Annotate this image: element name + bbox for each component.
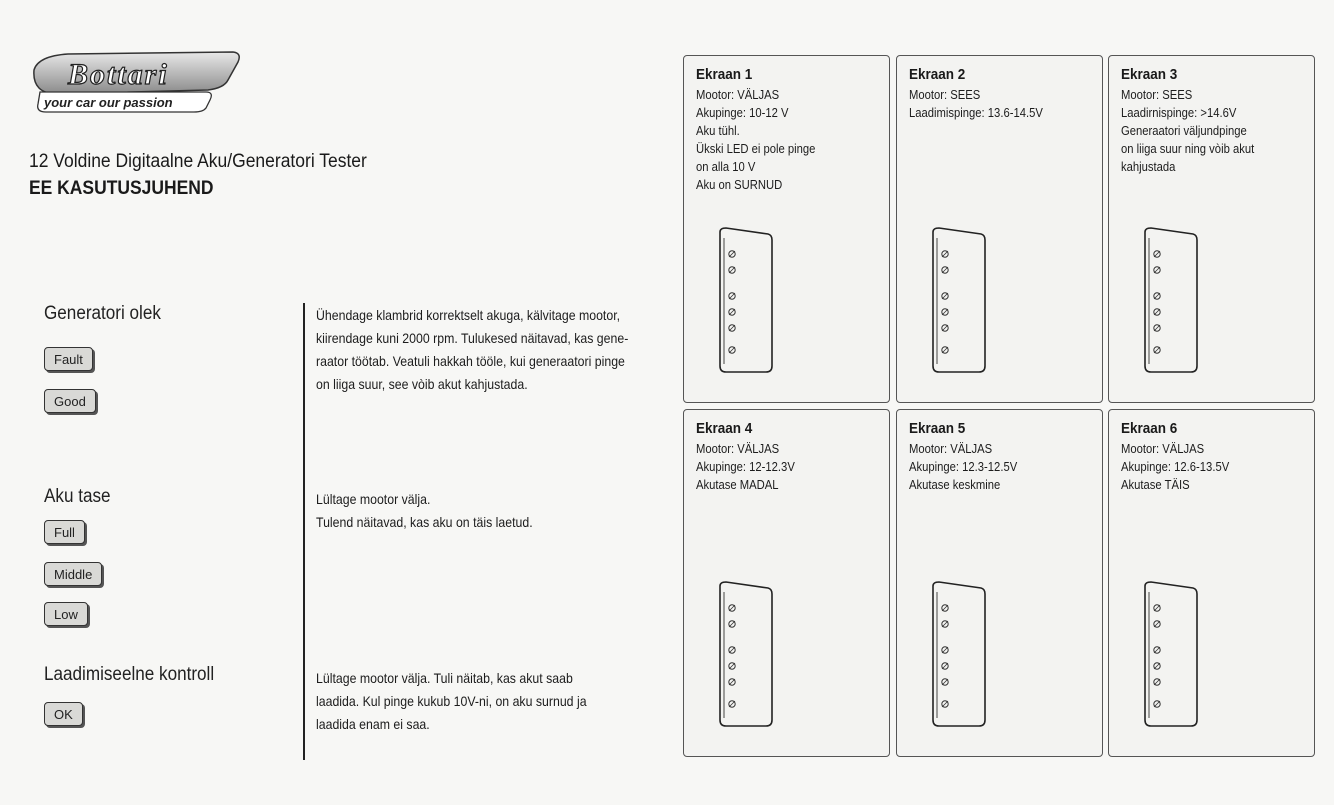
screen-line: Mootor: VÄLJAS: [696, 88, 780, 102]
screen-line: kahjustada: [1121, 160, 1176, 174]
logo-tagline: your car our passion: [44, 95, 173, 110]
battery-level-description: [316, 488, 533, 534]
screen-line: Mootor: SEES: [1121, 88, 1193, 102]
screen-title: Ekraan 5: [909, 420, 966, 437]
screen-line: on alla 10 V: [696, 160, 756, 174]
screen-text: [909, 440, 1094, 494]
heading-generator-status: Generatori olek: [44, 303, 161, 324]
fault-button[interactable]: Fault: [44, 347, 93, 371]
description-line: on liiga suur, see vòib akut kahjustada.: [316, 376, 528, 392]
good-button[interactable]: Good: [44, 389, 96, 413]
heading-battery-level: Aku tase: [44, 486, 111, 507]
tester-device-icon: [1139, 580, 1201, 730]
description-line: laadida. Kul pinge kukub 10V-ni, on aku surnud ja: [316, 693, 587, 709]
screen-line: Akutase keskmine: [909, 478, 1001, 492]
screen-line: Laadimispinge: 13.6-14.5V: [909, 106, 1043, 120]
device-outline: [714, 226, 776, 376]
document-title: 12 Voldine Digitaalne Aku/Generatori Tester: [29, 151, 367, 172]
screen-title: Ekraan 4: [696, 420, 753, 437]
description-line: Lültage mootor välja.: [316, 491, 431, 507]
full-button[interactable]: Full: [44, 520, 85, 544]
screen-line: Aku on SURNUD: [696, 178, 783, 192]
device-outline: [1139, 226, 1201, 376]
screen-title: Ekraan 3: [1121, 66, 1178, 83]
screen-line: Mootor: SEES: [909, 88, 981, 102]
precharge-description: [316, 667, 587, 736]
screen-line: Mootor: VÄLJAS: [1121, 442, 1205, 456]
device-outline: [927, 226, 989, 376]
screen-line: Akutase TÄIS: [1121, 478, 1190, 492]
middle-button[interactable]: Middle: [44, 562, 102, 586]
tester-device-icon: [927, 226, 989, 376]
screen-line: on liiga suur ning vòib akut: [1121, 142, 1255, 156]
device-outline: [714, 580, 776, 730]
screen-line: Aku tühl.: [696, 124, 740, 138]
description-line: raator töötab. Veatuli hakkah tööle, kui generaatori pinge: [316, 353, 625, 369]
screen-line: Akutase MADAL: [696, 478, 779, 492]
screen-text: [1121, 86, 1306, 176]
screen-text: [909, 86, 1094, 122]
screen-card-6: [1108, 409, 1315, 757]
device-outline: [1139, 580, 1201, 730]
screen-line: Laadirnispinge: >14.6V: [1121, 106, 1237, 120]
screen-card-5: [896, 409, 1103, 757]
screen-text: [1121, 440, 1306, 494]
screen-card-4: [683, 409, 890, 757]
screen-title: Ekraan 2: [909, 66, 966, 83]
tester-device-icon: [714, 580, 776, 730]
screen-card-2: [896, 55, 1103, 403]
tester-device-icon: [1139, 226, 1201, 376]
device-outline: [927, 580, 989, 730]
generator-description: [316, 304, 628, 396]
vertical-divider: [303, 303, 305, 760]
screen-line: Ükski LED ei pole pinge: [696, 142, 816, 156]
screen-line: Akupinge: 12.6-13.5V: [1121, 460, 1230, 474]
screen-line: Akupinge: 12-12.3V: [696, 460, 795, 474]
ok-button[interactable]: OK: [44, 702, 83, 726]
logo-wordmark: Bottari: [68, 58, 169, 91]
description-line: laadida enam ei saa.: [316, 716, 430, 732]
screen-text: [696, 440, 881, 494]
description-line: kiirendage kuni 2000 rpm. Tulukesed näitavad, kas gene-: [316, 330, 629, 346]
low-button[interactable]: Low: [44, 602, 88, 626]
tester-device-icon: [714, 226, 776, 376]
description-line: Lültage mootor välja. Tuli näitab, kas akut saab: [316, 670, 573, 686]
document-subtitle: EE KASUTUSJUHEND: [29, 178, 214, 199]
bottari-logo: [28, 48, 243, 118]
screen-line: Mootor: VÄLJAS: [696, 442, 780, 456]
screen-line: Akupinge: 12.3-12.5V: [909, 460, 1018, 474]
heading-precharge-check: Laadimiseelne kontroll: [44, 664, 215, 685]
screen-text: [696, 86, 881, 194]
screen-line: Generaatori väljundpinge: [1121, 124, 1247, 138]
screen-title: Ekraan 6: [1121, 420, 1178, 437]
screen-title: Ekraan 1: [696, 66, 753, 83]
screen-line: Mootor: VÄLJAS: [909, 442, 993, 456]
screen-card-3: [1108, 55, 1315, 403]
description-line: Tulend näitavad, kas aku on täis laetud.: [316, 514, 533, 530]
tester-device-icon: [927, 580, 989, 730]
description-line: Ühendage klambrid korrektselt akuga, kälvitage mootor,: [316, 307, 621, 323]
screen-line: Akupinge: 10-12 V: [696, 106, 789, 120]
screen-card-1: [683, 55, 890, 403]
